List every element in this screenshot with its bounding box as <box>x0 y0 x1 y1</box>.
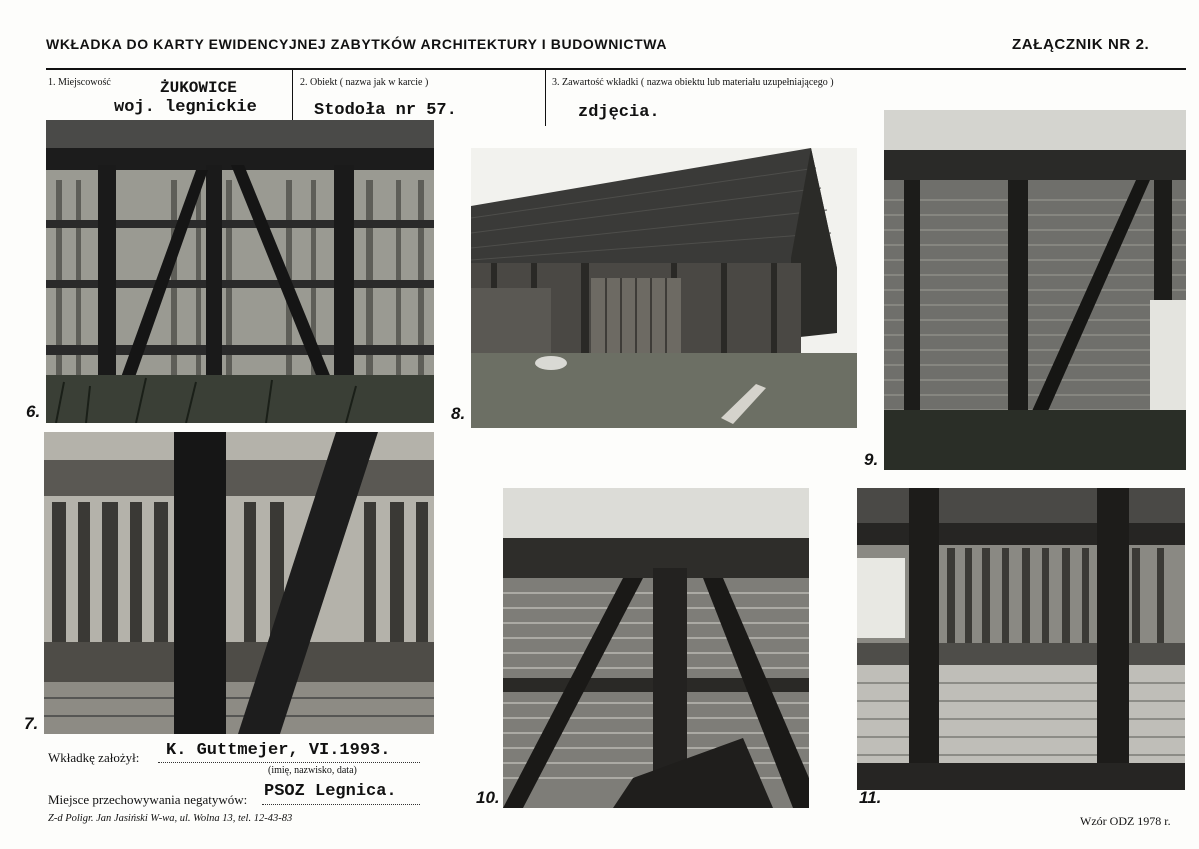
location-label: 1. Miejscowość <box>48 77 111 88</box>
object-value: Stodoła nr 57. <box>314 101 457 120</box>
location-region: woj. legnickie <box>114 98 257 117</box>
photo-number: 8. <box>451 404 466 423</box>
field-divider <box>545 70 546 126</box>
photo-9 <box>884 110 1186 470</box>
photo-number: 11. <box>859 788 882 807</box>
location-value: ŻUKOWICE <box>160 79 237 97</box>
founder-hint: (imię, nazwisko, data) <box>268 765 357 776</box>
model-note: Wzór ODZ 1978 r. <box>1080 814 1171 828</box>
photo-number: 10. <box>476 788 500 807</box>
form-title: WKŁADKA DO KARTY EWIDENCYJNEJ ZABYTKÓW ARCHITEKTURY I BUDOWNICTWA <box>46 36 668 52</box>
content-label: 3. Zawartość wkładki ( nazwa obiektu lub materiału uzupełniającego ) <box>552 77 834 88</box>
appendix-number: ZAŁĄCZNIK NR 2. <box>1012 36 1150 53</box>
storage-label: Miejsce przechowywania negatywów: <box>48 792 248 807</box>
header-rule <box>46 68 1186 70</box>
photo-number: 9. <box>864 450 879 469</box>
storage-line <box>262 804 420 805</box>
content-value: zdjęcia. <box>578 103 660 122</box>
photo-11 <box>857 488 1185 790</box>
founder-line <box>158 762 420 763</box>
storage-value: PSOZ Legnica. <box>264 782 397 801</box>
field-divider <box>292 70 293 126</box>
photo-number: 6. <box>26 402 41 421</box>
object-label: 2. Obiekt ( nazwa jak w karcie ) <box>300 77 429 88</box>
printer-note: Z-d Poligr. Jan Jasiński W-wa, ul. Wolna 13, tel. 12-43-83 <box>48 813 293 824</box>
photo-7 <box>44 432 434 734</box>
photo-6 <box>46 120 434 423</box>
photo-10 <box>503 488 809 808</box>
photo-8 <box>471 148 857 428</box>
founder-label: Wkładkę założył: <box>48 750 140 765</box>
photo-number: 7. <box>24 714 39 733</box>
founder-value: K. Guttmejer, VI.1993. <box>166 741 391 760</box>
